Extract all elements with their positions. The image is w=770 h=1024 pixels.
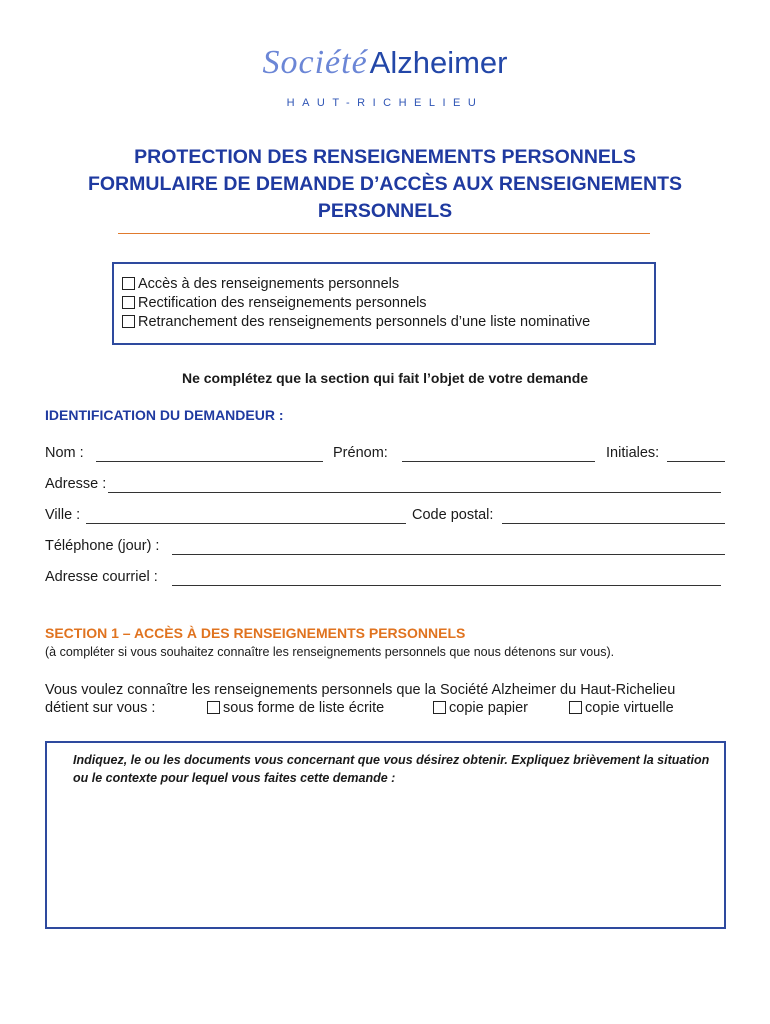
initiales-field[interactable]: [667, 461, 725, 462]
checkbox[interactable]: [122, 315, 135, 328]
checkbox[interactable]: [207, 701, 220, 714]
prenom-field[interactable]: [402, 461, 595, 462]
request-type-rectification[interactable]: [122, 294, 427, 312]
identification-heading: IDENTIFICATION DU DEMANDEUR :: [45, 407, 284, 423]
request-type-retranchement[interactable]: [122, 313, 590, 331]
request-type-label: Rectification des renseignements personnels: [138, 295, 427, 311]
ville-label: Ville :: [45, 507, 81, 523]
logo: [0, 44, 770, 82]
prenom-label: Prénom:: [333, 445, 388, 461]
checkbox[interactable]: [569, 701, 582, 714]
request-details-box[interactable]: [45, 741, 726, 929]
code-postal-label: Code postal:: [412, 507, 494, 523]
section1-question-line2: détient sur vous :: [45, 700, 156, 716]
section1-heading: SECTION 1 – ACCÈS À DES RENSEIGNEMENTS PERSONNELS: [45, 625, 466, 641]
request-type-access[interactable]: [122, 275, 399, 293]
title-line-3: PERSONNELS: [317, 200, 453, 222]
courriel-label: Adresse courriel :: [45, 569, 158, 585]
courriel-field[interactable]: [172, 585, 721, 586]
initiales-label: Initiales:: [606, 445, 660, 461]
request-type-label: Retranchement des renseignements personnels d’une liste nominative: [138, 314, 591, 330]
logo-word-societe: Société: [262, 44, 368, 81]
request-type-label: Accès à des renseignements personnels: [138, 276, 400, 292]
section1-question-line1: Vous voulez connaître les renseignements personnels que la Société Alzheimer du Haut-Richelieu: [45, 682, 676, 698]
format-label: copie virtuelle: [585, 700, 674, 716]
adresse-field[interactable]: [108, 492, 721, 493]
telephone-field[interactable]: [172, 554, 725, 555]
adresse-label: Adresse :: [45, 476, 107, 492]
format-label: copie papier: [449, 700, 528, 716]
format-option-liste[interactable]: [207, 700, 384, 716]
page-title: [40, 144, 730, 225]
title-line-1: PROTECTION DES RENSEIGNEMENTS PERSONNELS: [134, 146, 636, 168]
logo-subtitle: HAUT-RICHELIEU: [286, 97, 484, 109]
checkbox[interactable]: [122, 277, 135, 290]
format-option-papier[interactable]: [433, 700, 528, 716]
ville-field[interactable]: [86, 523, 406, 524]
nom-field[interactable]: [96, 461, 323, 462]
format-label: sous forme de liste écrite: [223, 700, 385, 716]
request-type-box: [112, 262, 656, 345]
checkbox[interactable]: [433, 701, 446, 714]
instruction-note: Ne complétez que la section qui fait l’objet de votre demande: [181, 370, 589, 386]
title-divider: [118, 233, 650, 234]
format-option-virtuelle[interactable]: [569, 700, 674, 716]
request-details-prompt: Indiquez, le ou les documents vous concernant que vous désirez obtenir. Expliquez brièvement la situation ou le contexte pour lequel vous faites cette demande :: [73, 753, 710, 785]
nom-label: Nom :: [45, 445, 84, 461]
logo-word-alzheimer: Alzheimer: [369, 45, 508, 80]
title-line-2: FORMULAIRE DE DEMANDE D’ACCÈS AUX RENSEIGNEMENTS: [87, 173, 683, 195]
telephone-label: Téléphone (jour) :: [45, 538, 160, 554]
checkbox[interactable]: [122, 296, 135, 309]
section1-subheading: (à compléter si vous souhaitez connaître les renseignements personnels que nous détenons sur vous).: [45, 645, 615, 659]
code-postal-field[interactable]: [502, 523, 725, 524]
